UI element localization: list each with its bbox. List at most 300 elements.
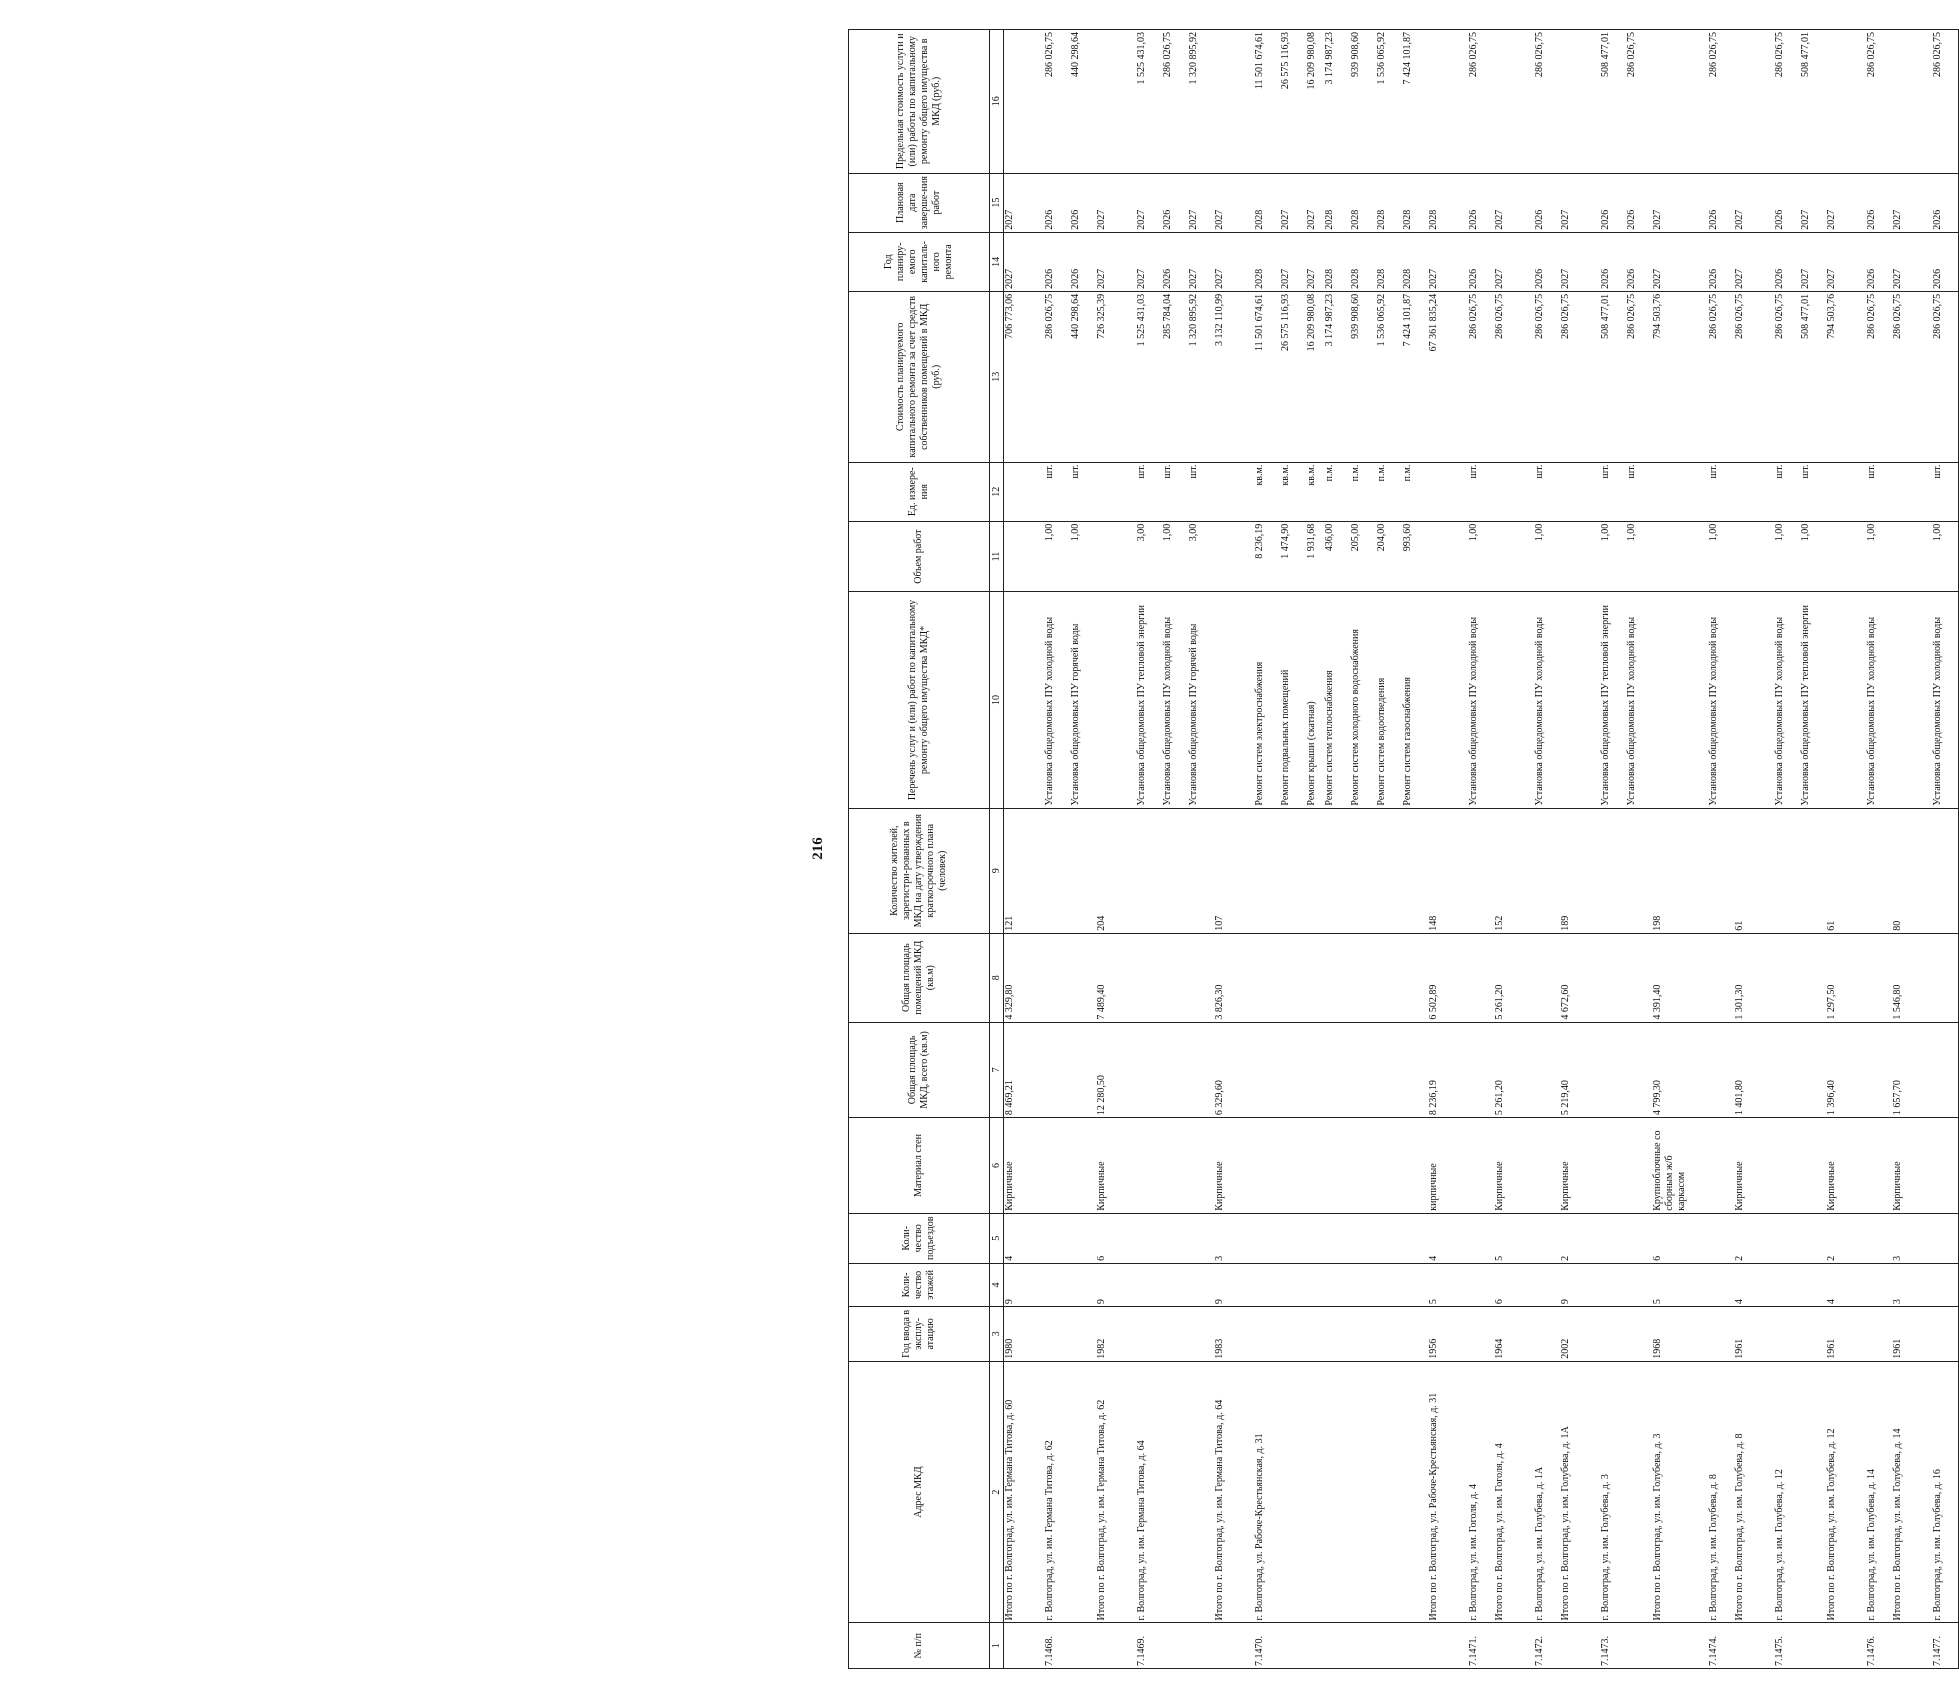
row-number	[1428, 1623, 1468, 1669]
planned-year: 2027	[1494, 232, 1534, 291]
empty-cell	[1932, 1307, 1959, 1362]
empty-cell	[1866, 1213, 1892, 1263]
completion-date: 2027	[1096, 173, 1136, 232]
work-name: Установка общедомовых ПУ холодной воды	[1626, 592, 1652, 808]
empty-cell	[1376, 1118, 1402, 1214]
total-area: 5 261,20	[1494, 1022, 1534, 1118]
work-name: Установка общедомовых ПУ холодной воды	[1774, 592, 1800, 808]
empty-cell	[1774, 933, 1800, 1022]
work-volume	[1560, 521, 1600, 592]
completion-date: 2028	[1402, 173, 1428, 232]
empty-cell	[1162, 1213, 1188, 1263]
column-number-11: 11	[990, 521, 1004, 592]
column-header-2: Адрес МКД	[849, 1361, 990, 1623]
row-number	[1162, 1623, 1188, 1669]
unit	[1214, 462, 1254, 521]
column-header-7: Общая площадь МКД, всего (кв.м)	[849, 1022, 990, 1118]
column-number-12: 12	[990, 462, 1004, 521]
planned-year: 2027	[1306, 232, 1324, 291]
resident-count: 148	[1428, 808, 1468, 933]
empty-cell	[1188, 1022, 1214, 1118]
completion-date: 2027	[1652, 173, 1708, 232]
works-list	[1652, 592, 1708, 808]
completion-date: 2028	[1428, 173, 1468, 232]
row-number	[1652, 1623, 1708, 1669]
empty-cell	[1402, 933, 1428, 1022]
completion-date: 2027	[1306, 173, 1324, 232]
empty-cell	[1376, 808, 1402, 933]
row-number	[1306, 1623, 1324, 1669]
planned-cost: 1 525 431,03	[1136, 291, 1162, 462]
completion-date: 2027	[1560, 173, 1600, 232]
resident-count: 107	[1214, 808, 1254, 933]
premises-area: 4 672,60	[1560, 933, 1600, 1022]
wall-material: Крупноблочные со сборным ж/б каркасом	[1652, 1118, 1708, 1214]
row-number	[1214, 1623, 1254, 1669]
address-cell: г. Волгоград, ул. им. Германа Титова, д. 62	[1044, 1361, 1070, 1623]
floor-count: 6	[1494, 1263, 1534, 1306]
resident-count: 121	[1004, 808, 1045, 933]
unit	[1734, 462, 1774, 521]
column-number-1: 1	[990, 1623, 1004, 1669]
empty-cell	[1534, 1213, 1560, 1263]
limit-cost: 939 908,60	[1350, 30, 1376, 174]
limit-cost	[1560, 30, 1600, 174]
column-number-14: 14	[990, 232, 1004, 291]
planned-cost: 286 026,75	[1560, 291, 1600, 462]
planned-year: 2027	[1004, 232, 1045, 291]
column-number-6: 6	[990, 1118, 1004, 1214]
total-area: 12 280,50	[1096, 1022, 1136, 1118]
total-area: 1 396,40	[1826, 1022, 1866, 1118]
work-item-row	[1306, 30, 1324, 1669]
floor-count: 9	[1004, 1263, 1045, 1306]
empty-cell	[1932, 808, 1959, 933]
row-number	[1350, 1623, 1376, 1669]
unit: шт.	[1162, 462, 1188, 521]
planned-cost: 286 026,75	[1468, 291, 1494, 462]
empty-cell	[1070, 1022, 1096, 1118]
planned-year: 2027	[1428, 232, 1468, 291]
empty-cell	[1774, 1263, 1800, 1306]
planned-cost: 286 026,75	[1892, 291, 1932, 462]
unit	[1096, 462, 1136, 521]
empty-cell	[1932, 1022, 1959, 1118]
planned-cost: 11 501 674,61	[1254, 291, 1280, 462]
work-name: Установка общедомовых ПУ тепловой энергии	[1800, 592, 1826, 808]
planned-cost: 440 298,64	[1070, 291, 1096, 462]
row-number	[1188, 1623, 1214, 1669]
empty-cell	[1866, 808, 1892, 933]
empty-cell	[1534, 1118, 1560, 1214]
table-body	[1004, 30, 1959, 1669]
empty-cell	[1280, 1022, 1306, 1118]
work-item-row	[1800, 30, 1826, 1669]
total-area: 8 236,19	[1428, 1022, 1468, 1118]
planned-cost: 26 575 116,93	[1280, 291, 1306, 462]
completion-date: 2028	[1254, 173, 1280, 232]
work-item-row	[1866, 30, 1892, 1669]
work-name: Установка общедомовых ПУ горячей воды	[1070, 592, 1096, 808]
empty-cell	[1800, 933, 1826, 1022]
completion-date: 2026	[1162, 173, 1188, 232]
empty-cell	[1626, 1307, 1652, 1362]
completion-date: 2026	[1600, 173, 1626, 232]
address-cell: Итого по г. Волгоград, ул. им. Гоголя, д. 4	[1494, 1361, 1534, 1623]
wall-material: кирпичные	[1428, 1118, 1468, 1214]
planned-cost: 7 424 101,87	[1402, 291, 1428, 462]
empty-cell	[1070, 1118, 1096, 1214]
unit: п.м.	[1324, 462, 1350, 521]
total-area: 5 219,40	[1560, 1022, 1600, 1118]
resident-count: 204	[1096, 808, 1136, 933]
wall-material: Кирпичные	[1214, 1118, 1254, 1214]
work-name: Ремонт крыши (скатная)	[1306, 592, 1324, 808]
column-number-2: 2	[990, 1361, 1004, 1623]
works-list	[1428, 592, 1468, 808]
planned-cost: 286 026,75	[1626, 291, 1652, 462]
unit: шт.	[1070, 462, 1096, 521]
empty-cell	[1188, 1118, 1214, 1214]
works-list	[1004, 592, 1045, 808]
limit-cost: 286 026,75	[1708, 30, 1734, 174]
completion-date: 2027	[1004, 173, 1045, 232]
empty-cell	[1324, 933, 1350, 1022]
address-cell	[1800, 1361, 1826, 1623]
limit-cost: 1 320 895,92	[1188, 30, 1214, 174]
wall-material: Кирпичные	[1560, 1118, 1600, 1214]
column-header-6: Материал стен	[849, 1118, 990, 1214]
planned-cost: 3 132 110,99	[1214, 291, 1254, 462]
limit-cost: 286 026,75	[1534, 30, 1560, 174]
floor-count: 5	[1428, 1263, 1468, 1306]
empty-cell	[1254, 933, 1280, 1022]
completion-date: 2026	[1708, 173, 1734, 232]
floor-count: 4	[1734, 1263, 1774, 1306]
address-cell: Итого по г. Волгоград, ул. им. Германа Титова, д. 60	[1004, 1361, 1045, 1623]
planned-cost: 16 209 980,08	[1306, 291, 1324, 462]
planned-cost: 706 773,06	[1004, 291, 1045, 462]
empty-cell	[1254, 1213, 1280, 1263]
unit: п.м.	[1402, 462, 1428, 521]
planned-year: 2026	[1070, 232, 1096, 291]
work-item-row	[1600, 30, 1626, 1669]
empty-cell	[1280, 1307, 1306, 1362]
work-name: Установка общедомовых ПУ горячей воды	[1188, 592, 1214, 808]
address-cell	[1306, 1361, 1324, 1623]
row-number	[1004, 1623, 1045, 1669]
empty-cell	[1800, 1213, 1826, 1263]
empty-cell	[1468, 808, 1494, 933]
work-volume	[1734, 521, 1774, 592]
empty-cell	[1376, 1022, 1402, 1118]
planned-cost: 286 026,75	[1932, 291, 1959, 462]
limit-cost	[1892, 30, 1932, 174]
works-list	[1494, 592, 1534, 808]
planned-cost: 508 477,01	[1800, 291, 1826, 462]
work-name: Ремонт систем электроснабжения	[1254, 592, 1280, 808]
works-list	[1734, 592, 1774, 808]
unit: п.м.	[1376, 462, 1402, 521]
completion-date: 2026	[1468, 173, 1494, 232]
premises-area: 7 489,40	[1096, 933, 1136, 1022]
column-number-4: 4	[990, 1263, 1004, 1306]
entrance-count: 4	[1004, 1213, 1045, 1263]
address-cell	[1324, 1361, 1350, 1623]
resident-count: 61	[1826, 808, 1866, 933]
empty-cell	[1280, 1213, 1306, 1263]
entrance-count: 2	[1734, 1213, 1774, 1263]
planned-cost: 285 784,04	[1162, 291, 1188, 462]
premises-area: 1 297,50	[1826, 933, 1866, 1022]
entrance-count: 2	[1560, 1213, 1600, 1263]
unit: шт.	[1044, 462, 1070, 521]
work-volume: 1,00	[1626, 521, 1652, 592]
total-area: 4 799,30	[1652, 1022, 1708, 1118]
limit-cost	[1096, 30, 1136, 174]
work-item-row	[1932, 30, 1959, 1669]
column-header-14: Год планиру-емого капиталь-ного ремонта	[849, 232, 990, 291]
resident-count: 152	[1494, 808, 1534, 933]
address-cell: Итого по г. Волгоград, ул. им. Голубева, д. 12	[1826, 1361, 1866, 1623]
empty-cell	[1600, 1022, 1626, 1118]
empty-cell	[1468, 1213, 1494, 1263]
empty-cell	[1708, 1022, 1734, 1118]
total-row	[1826, 30, 1866, 1669]
planned-cost: 939 908,60	[1350, 291, 1376, 462]
empty-cell	[1376, 933, 1402, 1022]
unit: шт.	[1600, 462, 1626, 521]
planned-cost: 286 026,75	[1534, 291, 1560, 462]
empty-cell	[1350, 1022, 1376, 1118]
column-number-13: 13	[990, 291, 1004, 462]
address-cell: Итого по г. Волгоград, ул. им. Германа Титова, д. 64	[1214, 1361, 1254, 1623]
empty-cell	[1162, 1118, 1188, 1214]
limit-cost	[1826, 30, 1866, 174]
completion-date: 2027	[1734, 173, 1774, 232]
work-volume: 1,00	[1534, 521, 1560, 592]
works-list	[1096, 592, 1136, 808]
planned-cost: 794 503,76	[1826, 291, 1866, 462]
work-name: Установка общедомовых ПУ холодной воды	[1468, 592, 1494, 808]
planned-year: 2027	[1652, 232, 1708, 291]
empty-cell	[1280, 1118, 1306, 1214]
empty-cell	[1600, 1213, 1626, 1263]
empty-cell	[1800, 808, 1826, 933]
work-item-row	[1376, 30, 1402, 1669]
work-volume: 1,00	[1866, 521, 1892, 592]
address-cell: г. Волгоград, ул. им. Голубева, д. 8	[1708, 1361, 1734, 1623]
empty-cell	[1468, 1263, 1494, 1306]
commission-year: 1964	[1494, 1307, 1534, 1362]
work-item-row	[1468, 30, 1494, 1669]
total-row	[1214, 30, 1254, 1669]
planned-year: 2026	[1044, 232, 1070, 291]
empty-cell	[1800, 1022, 1826, 1118]
empty-cell	[1136, 808, 1162, 933]
row-number	[1626, 1623, 1652, 1669]
empty-cell	[1136, 933, 1162, 1022]
empty-cell	[1188, 1213, 1214, 1263]
unit: шт.	[1136, 462, 1162, 521]
row-number: 7.1474.	[1708, 1623, 1734, 1669]
planned-year: 2026	[1600, 232, 1626, 291]
planned-cost: 286 026,75	[1866, 291, 1892, 462]
empty-cell	[1324, 1118, 1350, 1214]
work-volume: 1,00	[1600, 521, 1626, 592]
empty-cell	[1280, 1263, 1306, 1306]
address-cell: г. Волгоград, ул. им. Голубева, д. 16	[1932, 1361, 1959, 1623]
empty-cell	[1044, 1022, 1070, 1118]
planned-year: 2027	[1892, 232, 1932, 291]
limit-cost: 1 525 431,03	[1136, 30, 1162, 174]
planned-year: 2027	[1214, 232, 1254, 291]
floor-count: 9	[1096, 1263, 1136, 1306]
work-volume	[1428, 521, 1468, 592]
total-area: 8 469,21	[1004, 1022, 1045, 1118]
unit: шт.	[1188, 462, 1214, 521]
limit-cost: 286 026,75	[1932, 30, 1959, 174]
empty-cell	[1932, 933, 1959, 1022]
premises-area: 1 546,80	[1892, 933, 1932, 1022]
commission-year: 1968	[1652, 1307, 1708, 1362]
completion-date: 2026	[1070, 173, 1096, 232]
empty-cell	[1376, 1263, 1402, 1306]
work-name: Установка общедомовых ПУ холодной воды	[1162, 592, 1188, 808]
empty-cell	[1402, 1263, 1428, 1306]
work-item-row	[1280, 30, 1306, 1669]
limit-cost	[1652, 30, 1708, 174]
empty-cell	[1774, 1118, 1800, 1214]
unit	[1652, 462, 1708, 521]
limit-cost	[1004, 30, 1045, 174]
planned-year: 2028	[1402, 232, 1428, 291]
floor-count: 5	[1652, 1263, 1708, 1306]
planned-year: 2028	[1324, 232, 1350, 291]
floor-count: 3	[1892, 1263, 1932, 1306]
empty-cell	[1044, 1213, 1070, 1263]
empty-cell	[1350, 1213, 1376, 1263]
planned-cost: 508 477,01	[1600, 291, 1626, 462]
row-number: 7.1476.	[1866, 1623, 1892, 1669]
wall-material: Кирпичные	[1004, 1118, 1045, 1214]
work-item-row	[1162, 30, 1188, 1669]
empty-cell	[1932, 1263, 1959, 1306]
empty-cell	[1774, 1022, 1800, 1118]
planned-cost: 794 503,76	[1652, 291, 1708, 462]
empty-cell	[1188, 1263, 1214, 1306]
empty-cell	[1162, 1307, 1188, 1362]
column-number-row	[990, 30, 1004, 1669]
column-header-11: Объем работ	[849, 521, 990, 592]
row-number: 7.1469.	[1136, 1623, 1162, 1669]
completion-date: 2026	[1774, 173, 1800, 232]
limit-cost: 508 477,01	[1600, 30, 1626, 174]
completion-date: 2027	[1892, 173, 1932, 232]
work-volume: 1,00	[1800, 521, 1826, 592]
empty-cell	[1044, 933, 1070, 1022]
completion-date: 2027	[1494, 173, 1534, 232]
column-number-15: 15	[990, 173, 1004, 232]
planned-year: 2026	[1774, 232, 1800, 291]
commission-year: 1983	[1214, 1307, 1254, 1362]
total-row	[1652, 30, 1708, 1669]
unit: шт.	[1468, 462, 1494, 521]
address-cell	[1162, 1361, 1188, 1623]
limit-cost: 286 026,75	[1044, 30, 1070, 174]
work-item-row	[1626, 30, 1652, 1669]
empty-cell	[1350, 933, 1376, 1022]
planned-year: 2027	[1560, 232, 1600, 291]
empty-cell	[1626, 933, 1652, 1022]
empty-cell	[1600, 1307, 1626, 1362]
column-number-5: 5	[990, 1213, 1004, 1263]
empty-cell	[1280, 933, 1306, 1022]
unit: шт.	[1932, 462, 1959, 521]
planned-year: 2028	[1376, 232, 1402, 291]
completion-date: 2026	[1534, 173, 1560, 232]
planned-year: 2026	[1626, 232, 1652, 291]
work-volume: 1,00	[1468, 521, 1494, 592]
total-row	[1004, 30, 1045, 1669]
limit-cost	[1214, 30, 1254, 174]
column-number-10: 10	[990, 592, 1004, 808]
wall-material: Кирпичные	[1494, 1118, 1534, 1214]
commission-year: 1961	[1826, 1307, 1866, 1362]
planned-year: 2028	[1254, 232, 1280, 291]
empty-cell	[1626, 1213, 1652, 1263]
limit-cost	[1428, 30, 1468, 174]
work-name: Установка общедомовых ПУ холодной воды	[1866, 592, 1892, 808]
unit	[1428, 462, 1468, 521]
column-header-15: Плановая дата заверше-ния работ	[849, 173, 990, 232]
planned-cost: 726 325,39	[1096, 291, 1136, 462]
empty-cell	[1376, 1307, 1402, 1362]
empty-cell	[1708, 1213, 1734, 1263]
empty-cell	[1070, 808, 1096, 933]
empty-cell	[1468, 1307, 1494, 1362]
empty-cell	[1600, 1263, 1626, 1306]
address-cell: Итого по г. Волгоград, ул. им. Голубева, д. 1А	[1560, 1361, 1600, 1623]
entrance-count: 2	[1826, 1213, 1866, 1263]
row-number	[1494, 1623, 1534, 1669]
work-volume	[1494, 521, 1534, 592]
limit-cost: 286 026,75	[1468, 30, 1494, 174]
limit-cost	[1494, 30, 1534, 174]
address-cell	[1188, 1361, 1214, 1623]
total-row	[1096, 30, 1136, 1669]
total-row	[1560, 30, 1600, 1669]
empty-cell	[1468, 1118, 1494, 1214]
empty-cell	[1306, 808, 1324, 933]
work-volume	[1004, 521, 1045, 592]
address-cell: г. Волгоград, ул. им. Германа Титова, д. 64	[1136, 1361, 1162, 1623]
address-cell: Итого по г. Волгоград, ул. им. Голубева, д. 8	[1734, 1361, 1774, 1623]
limit-cost: 26 575 116,93	[1280, 30, 1306, 174]
completion-date: 2028	[1376, 173, 1402, 232]
empty-cell	[1044, 808, 1070, 933]
completion-date: 2028	[1350, 173, 1376, 232]
completion-date: 2026	[1866, 173, 1892, 232]
empty-cell	[1254, 1118, 1280, 1214]
work-item-row	[1324, 30, 1350, 1669]
work-volume: 205,00	[1350, 521, 1376, 592]
planned-cost: 67 361 835,24	[1428, 291, 1468, 462]
entrance-count: 6	[1652, 1213, 1708, 1263]
work-volume: 1 931,68	[1306, 521, 1324, 592]
works-list	[1560, 592, 1600, 808]
work-volume	[1652, 521, 1708, 592]
